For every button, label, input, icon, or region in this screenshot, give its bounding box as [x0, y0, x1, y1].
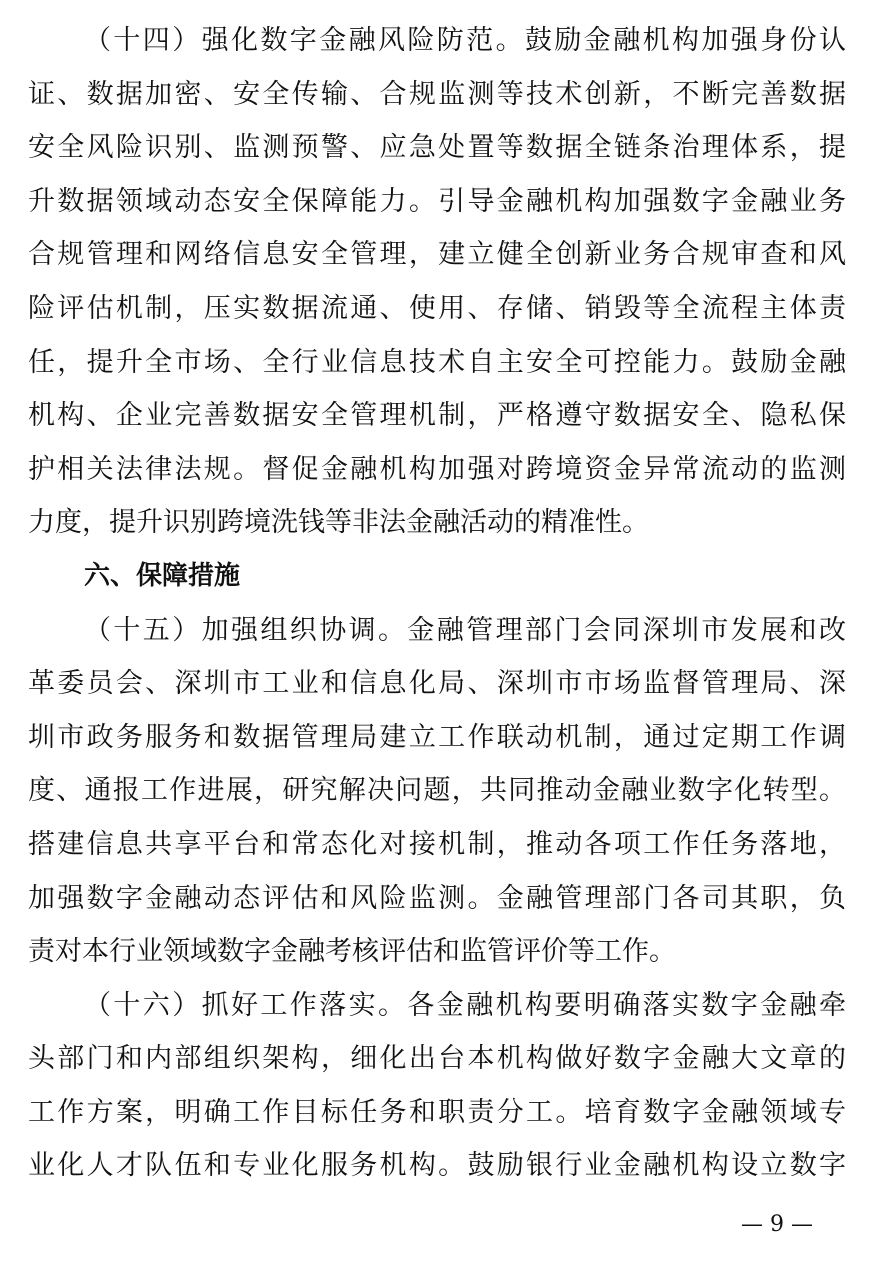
- paragraph-14: [28, 14, 846, 550]
- text-line: 业化人才队伍和专业化服务机构。鼓励银行业金融机构设立数字: [28, 1150, 846, 1182]
- text-line: 度、通报工作进展，研究解决问题，共同推动金融业数字化转型。: [28, 775, 846, 807]
- text-line: 力度，提升识别跨境洗钱等非法金融活动的精准性。: [28, 507, 649, 539]
- text-line: 责对本行业领域数字金融考核评估和监管评价等工作。: [28, 936, 676, 968]
- text-line: 护相关法律法规。督促金融机构加强对跨境资金异常流动的监测: [28, 453, 846, 485]
- section-heading: 六、保障措施: [84, 560, 241, 591]
- page-number: — 9 —: [741, 1212, 813, 1237]
- text-line: 险评估机制，压实数据流通、使用、存储、销毁等全流程主体责: [28, 292, 846, 324]
- text-line: 搭建信息共享平台和常态化对接机制，推动各项工作任务落地，: [28, 828, 846, 860]
- text-line: 革委员会、深圳市工业和信息化局、深圳市市场监督管理局、深: [28, 668, 846, 700]
- paragraph-15: [28, 604, 846, 979]
- text-line: 任，提升全市场、全行业信息技术自主安全可控能力。鼓励金融: [28, 346, 846, 378]
- text-line: （十四）强化数字金融风险防范。鼓励金融机构加强身份认: [84, 25, 846, 56]
- text-line: 工作方案，明确工作目标任务和职责分工。培育数字金融领域专: [28, 1096, 846, 1128]
- page-footer: [0, 1212, 871, 1244]
- paragraph-16: [28, 979, 846, 1193]
- text-line: 升数据领域动态安全保障能力。引导金融机构加强数字金融业务: [28, 185, 846, 217]
- text-line: （十五）加强组织协调。金融管理部门会同深圳市发展和改: [84, 614, 846, 646]
- text-line: 头部门和内部组织架构，细化出台本机构做好数字金融大文章的: [28, 1043, 846, 1075]
- text-line: 合规管理和网络信息安全管理，建立健全创新业务合规审查和风: [28, 239, 846, 271]
- document-body: [28, 14, 846, 1193]
- text-line: 证、数据加密、安全传输、合规监测等技术创新，不断完善数据: [28, 78, 846, 110]
- text-line: 机构、企业完善数据安全管理机制，严格遵守数据安全、隐私保: [28, 400, 846, 432]
- text-line: （十六）抓好工作落实。各金融机构要明确落实数字金融牵: [84, 989, 846, 1021]
- text-line: 加强数字金融动态评估和风险监测。金融管理部门各司其职，负: [28, 882, 846, 914]
- text-line: 圳市政务服务和数据管理局建立工作联动机制，通过定期工作调: [28, 721, 846, 753]
- text-line: 安全风险识别、监测预警、应急处置等数据全链条治理体系，提: [28, 132, 846, 164]
